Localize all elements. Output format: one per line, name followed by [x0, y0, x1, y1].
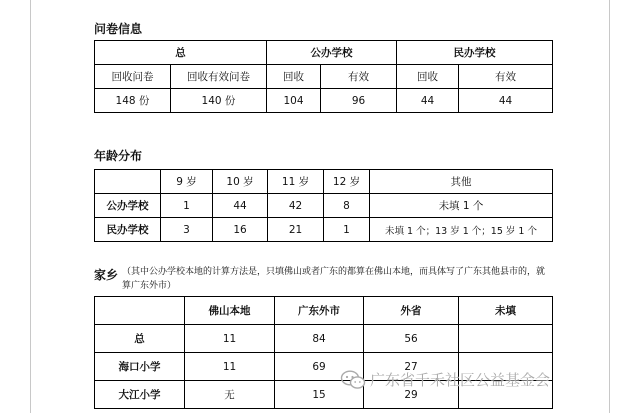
table-row — [95, 297, 553, 325]
table-cell: 96 — [321, 89, 397, 113]
table-cell: 69 — [275, 353, 364, 381]
table-row — [95, 170, 553, 194]
row-label: 公办学校 — [95, 194, 161, 218]
row-label: 海口小学 — [95, 353, 185, 381]
table-cell: 140 份 — [171, 89, 267, 113]
table-cell: 44 — [459, 89, 553, 113]
table-cell: 回收 — [267, 65, 321, 89]
table-cell: 佛山本地 — [185, 297, 275, 325]
table-cell: 3 — [161, 218, 213, 242]
watermark — [340, 369, 550, 390]
table-row — [95, 325, 553, 353]
table-cell: 104 — [267, 89, 321, 113]
page-edge-right — [609, 0, 610, 413]
table-row — [95, 218, 553, 242]
table-cell: 11 — [185, 325, 275, 353]
table-cell: 外省 — [364, 297, 459, 325]
table-cell: 未填 — [459, 297, 553, 325]
table-cell: 其他 — [370, 170, 553, 194]
age-heading: 年龄分布 — [94, 149, 143, 163]
table-cell: 84 — [275, 325, 364, 353]
table-cell: 有效 — [321, 65, 397, 89]
table-cell: 21 — [268, 218, 324, 242]
table-cell: 29 — [364, 381, 459, 409]
age-table — [94, 169, 553, 242]
table-cell: 回收有效问卷 — [171, 65, 267, 89]
table-cell: 44 — [213, 194, 268, 218]
table-cell: 11 岁 — [268, 170, 324, 194]
table-cell: 广东外市 — [275, 297, 364, 325]
table-cell — [95, 170, 161, 194]
table-cell: 44 — [397, 89, 459, 113]
hometown-table — [94, 296, 553, 409]
header-private: 民办学校 — [397, 41, 553, 65]
table-cell: 无 — [185, 381, 275, 409]
hometown-note: （其中公办学校本地的计算方法是，只填佛山或者广东的都算在佛山本地，而具体写了广东其他县市的，就算广东外市） — [122, 267, 546, 291]
table-cell: 1 — [161, 194, 213, 218]
survey-heading: 问卷信息 — [94, 22, 143, 36]
table-row — [95, 194, 553, 218]
table-cell: 56 — [364, 325, 459, 353]
table-cell: 27 — [364, 353, 459, 381]
header-public: 公办学校 — [267, 41, 397, 65]
survey-table — [94, 40, 553, 113]
table-cell — [459, 325, 553, 353]
table-cell: 回收问卷 — [95, 65, 171, 89]
table-cell: 148 份 — [95, 89, 171, 113]
hometown-heading: 家乡 — [94, 268, 119, 282]
row-label: 大江小学 — [95, 381, 185, 409]
watermark-text: 广东省千禾社区公益基金会 — [370, 371, 551, 389]
table-row — [95, 41, 553, 65]
table-cell: 未填 1 个；13 岁 1 个；15 岁 1 个 — [370, 218, 553, 242]
wechat-icon — [340, 370, 366, 390]
row-label: 民办学校 — [95, 218, 161, 242]
table-cell: 8 — [324, 194, 370, 218]
table-cell: 15 — [275, 381, 364, 409]
table-cell: 10 岁 — [213, 170, 268, 194]
table-cell: 12 岁 — [324, 170, 370, 194]
table-cell: 9 岁 — [161, 170, 213, 194]
table-cell: 有效 — [459, 65, 553, 89]
row-label: 总 — [95, 325, 185, 353]
page-edge-left — [30, 0, 31, 413]
table-cell: 回收 — [397, 65, 459, 89]
table-row — [95, 89, 553, 113]
table-cell: 1 — [324, 218, 370, 242]
table-row — [95, 65, 553, 89]
header-total: 总 — [95, 41, 267, 65]
table-cell: 11 — [185, 353, 275, 381]
table-cell: 42 — [268, 194, 324, 218]
table-cell — [95, 297, 185, 325]
table-cell: 16 — [213, 218, 268, 242]
table-cell: 未填 1 个 — [370, 194, 553, 218]
